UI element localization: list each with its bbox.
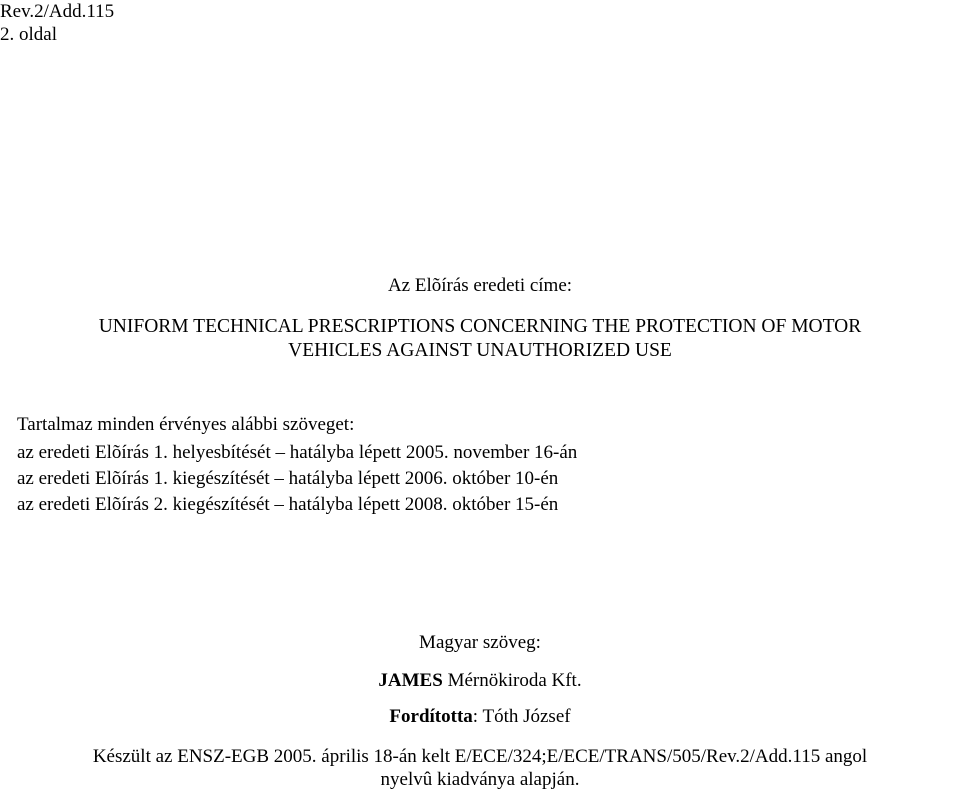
source-line-2: nyelvû kiadványa alapján.: [380, 769, 580, 790]
contents-item-3: az eredeti Elõírás 2. kiegészítését – hatályba lépett 2008. október 15-én: [17, 494, 559, 515]
document-reference: Rev.2/Add.115: [0, 1, 115, 22]
translator-label: Fordította: [389, 706, 473, 727]
page-number: 2. oldal: [0, 24, 57, 45]
company-name-bold: JAMES: [378, 670, 443, 691]
source-line-1: Készült az ENSZ-EGB 2005. április 18-án kelt E/ECE/324;E/ECE/TRANS/505/Rev.2/Add.115 angol: [92, 746, 868, 767]
translation-label: Magyar szöveg:: [419, 632, 541, 653]
company-name-rest: Mérnökiroda Kft.: [442, 670, 582, 691]
original-title-line-2: VEHICLES AGAINST UNAUTHORIZED USE: [288, 340, 672, 361]
contents-item-1: az eredeti Elõírás 1. helyesbítését – hatályba lépett 2005. november 16-án: [17, 442, 578, 463]
original-title-line-1: UNIFORM TECHNICAL PRESCRIPTIONS CONCERNING THE PROTECTION OF MOTOR: [98, 316, 862, 337]
translation-company: [0, 669, 960, 692]
contents-intro: Tartalmaz minden érvényes alábbi szöveget:: [17, 414, 355, 435]
contents-item-2: az eredeti Elõírás 1. kiegészítését – hatályba lépett 2006. október 10-én: [17, 468, 559, 489]
translator-line: [0, 705, 960, 728]
translator-name: : Tóth József: [472, 706, 571, 727]
original-title-label: Az Elõírás eredeti címe:: [387, 275, 573, 296]
